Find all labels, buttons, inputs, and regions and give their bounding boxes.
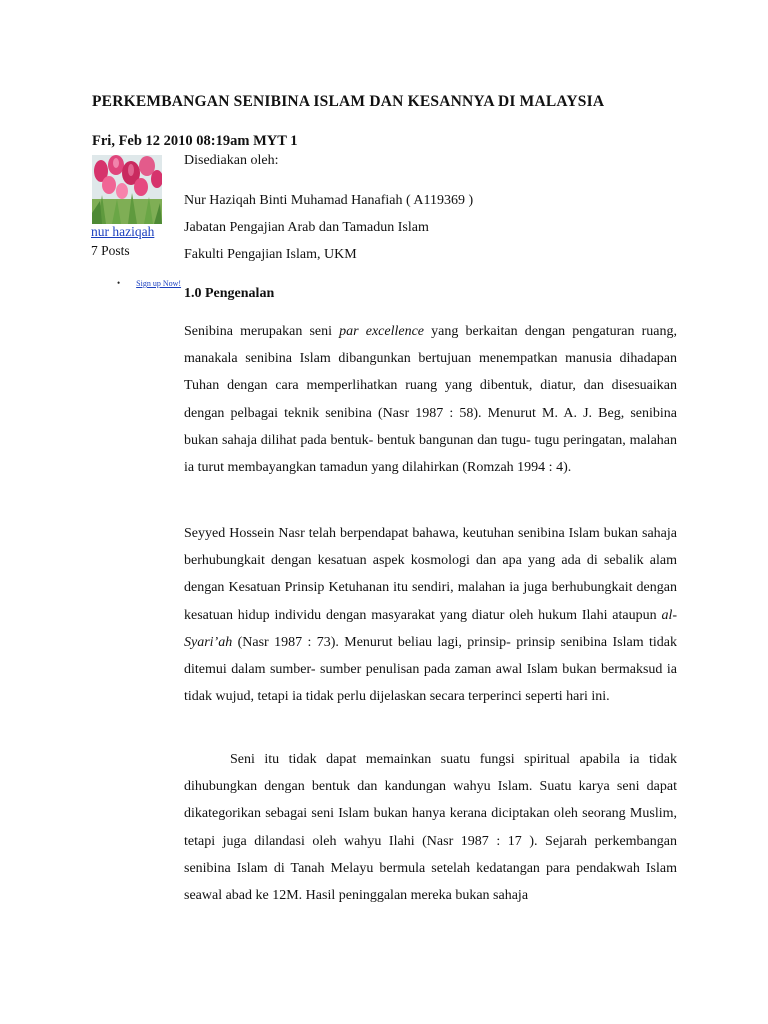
paragraph-1: Senibina merupakan seni par excellence yang berkaitan dengan pengaturan ruang, manakala senibina Islam dibangunkan bertujuan menempatkan manusia dihadapan Tuhan dengan cara memperlihatkan ruang yang dibentuk, diatur, dan disesuaikan dengan pelbagai teknik senibina (Nasr 1987 : 58). Menurut M. A. J. Beg, senibina bukan sahaja dilihat pada bentuk- bentuk bangunan dan tugu- tugu peringatan, malahan ia turut membayangkan tamadun yang dilahirkan (Romzah 1994 : 4). — [184, 324, 678, 476]
tulip-avatar-icon[interactable] — [92, 155, 162, 224]
signup-link[interactable]: Sign up Now! — [136, 279, 182, 288]
bullet-icon: • — [117, 278, 121, 288]
prepared-by-label: Disediakan oleh: — [184, 153, 279, 168]
department-name: Jabatan Pengajian Arab dan Tamadun Islam — [184, 220, 429, 235]
post-title: PERKEMBANGAN SENIBINA ISLAM DAN KESANNYA DI MALAYSIA — [92, 93, 605, 110]
faculty-name: Fakulti Pengajian Islam, UKM — [184, 247, 357, 262]
author-full-name: Nur Haziqah Binti Muhamad Hanafiah ( A119369 ) — [184, 193, 474, 208]
author-name-link[interactable]: nur haziqah — [91, 224, 155, 239]
paragraph-3: Seni itu tidak dapat memainkan suatu fungsi spiritual apabila ia tidak dihubungkan dengan bentuk dan kandungan wahyu Islam. Suatu karya seni dapat dikategorikan sebagai seni Islam bukan hanya kerana diciptakan oleh seorang Muslim, tetapi juga dilandasi oleh wahyu Ilahi (Nasr 1987 : 17 ). Sejarah perkembangan senibina Islam di Tanah Melayu bermula setelah kedatangan para pendakwah Islam seawal abad ke 12M. Hasil peninggalan mereka bukan sahaja — [184, 752, 677, 904]
section-heading: 1.0 Pengenalan — [184, 286, 275, 301]
post-date: Fri, Feb 12 2010 08:19am MYT 1 — [92, 133, 298, 149]
author-post-count: 7 Posts — [91, 243, 130, 258]
signup-list-item — [117, 278, 181, 288]
paragraph-2: Seyyed Hossein Nasr telah berpendapat bahawa, keutuhan senibina Islam bukan sahaja berhubungkait dengan kesatuan aspek kosmologi dan apa yang ada di sebalik alam dengan Kesatuan Prinsip Ketuhanan itu sendiri, malahan ia juga berhubungkait dengan kesatuan hidup individu dengan masyarakat yang diatur oleh hukum Ilahi ataupun al-Syari’ah (Nasr 1987 : 73). Menurut beliau lagi, prinsip- prinsip senibina Islam tidak ditemui dalam sumber- sumber penulisan pada zaman awal Islam bukan bermaksud ia tidak wujud, tetapi ia tidak perlu dijelaskan secara terperinci seperti hari ini. — [184, 526, 677, 705]
